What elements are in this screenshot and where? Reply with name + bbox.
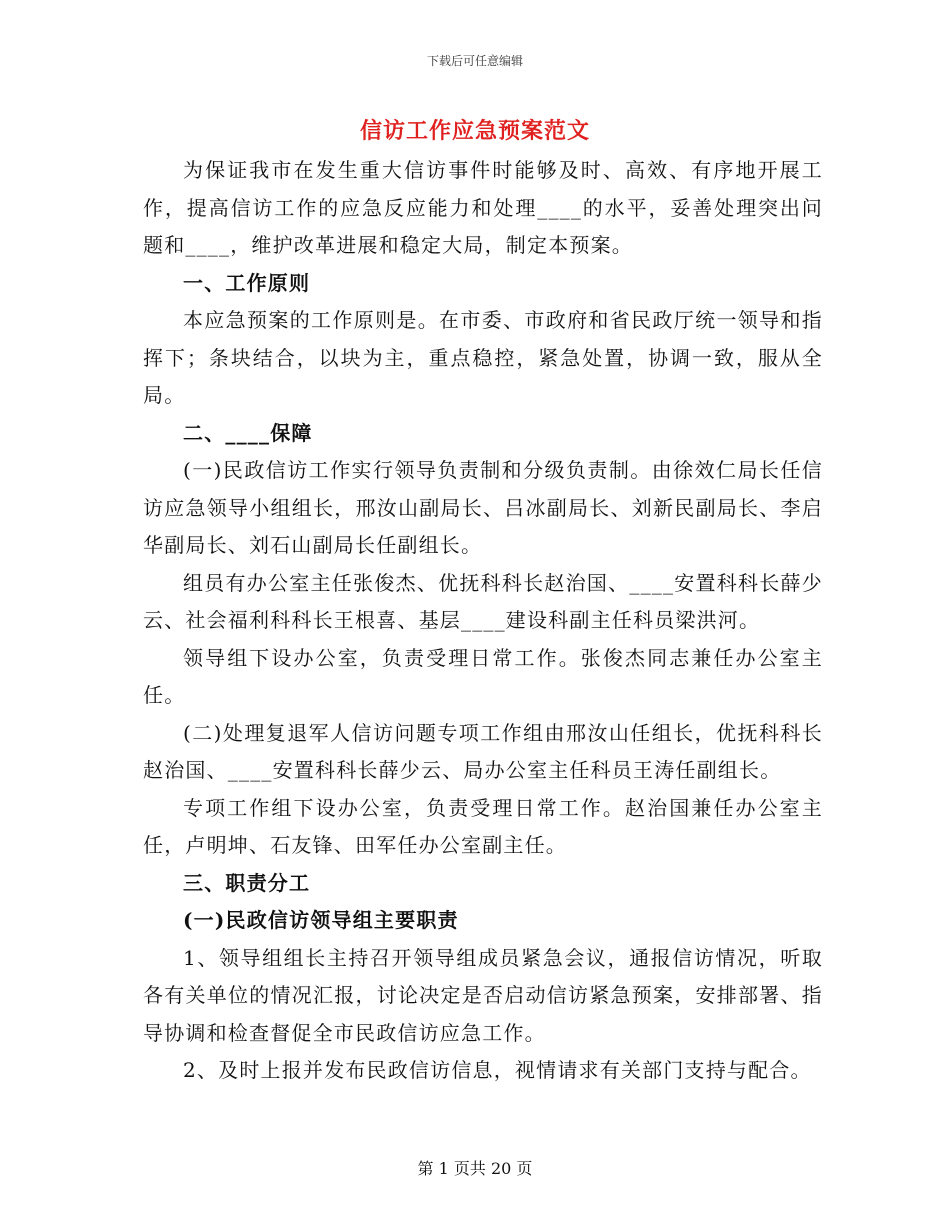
section-heading: 一、工作原则: [183, 270, 311, 295]
paragraph: 领导组下设办公室，负责受理日常工作。张俊杰同志兼任办公室主任。: [143, 645, 823, 707]
paragraph: (一)民政信访工作实行领导负责制和分级负责制。由徐效仁局长任信访应急领导小组组长，邢汝山副局长、吕冰副局长、刘新民副局长、李启华副局长、刘石山副局长任副组长。: [143, 458, 823, 557]
paragraph: 1、领导组组长主持召开领导组成员紧急会议，通报信访情况，听取各有关单位的情况汇报，讨论决定是否启动信访紧急预案，安排部署、指导协调和检查督促全市民政信访应急工作。: [143, 945, 823, 1045]
paragraph: 组员有办公室主任张俊杰、优抚科科长赵治国、____安置科科长薛少云、社会福利科科长王根喜、基层____建设科副主任科员梁洪河。: [143, 570, 823, 632]
subsection-heading: (一)民政信访领导组主要职责: [183, 908, 459, 932]
paragraph: 2、及时上报并发布民政信访信息，视情请求有关部门支持与配合。: [183, 1058, 812, 1082]
paragraph: (二)处理复退军人信访问题专项工作组由邢汝山任组长，优抚科科长赵治国、____安置科科长薛少云、局办公室主任科员王涛任副组长。: [143, 720, 823, 782]
paragraph: 专项工作组下设办公室，负责受理日常工作。赵治国兼任办公室主任，卢明坤、石友锋、田军任办公室副主任。: [143, 795, 823, 857]
page-header-note: 下载后可任意编辑: [426, 54, 523, 68]
paragraph: 本应急预案的工作原则是。在市委、市政府和省民政厅统一领导和指挥下；条块结合，以块为主，重点稳控，紧急处置，协调一致，服从全局。: [143, 308, 823, 407]
section-heading: 三、职责分工: [183, 870, 311, 895]
page-number: 第 1 页共 20 页: [417, 1159, 533, 1178]
document-title: 信访工作应急预案范文: [359, 118, 590, 144]
section-heading: 二、____保障: [183, 420, 313, 445]
document-body: [143, 152, 823, 1090]
paragraph: 为保证我市在发生重大信访事件时能够及时、高效、有序地开展工作，提高信访工作的应急反应能力和处理____的水平，妥善处理突出问题和____，维护改革进展和稳定大局，制定本预案。: [143, 158, 823, 257]
